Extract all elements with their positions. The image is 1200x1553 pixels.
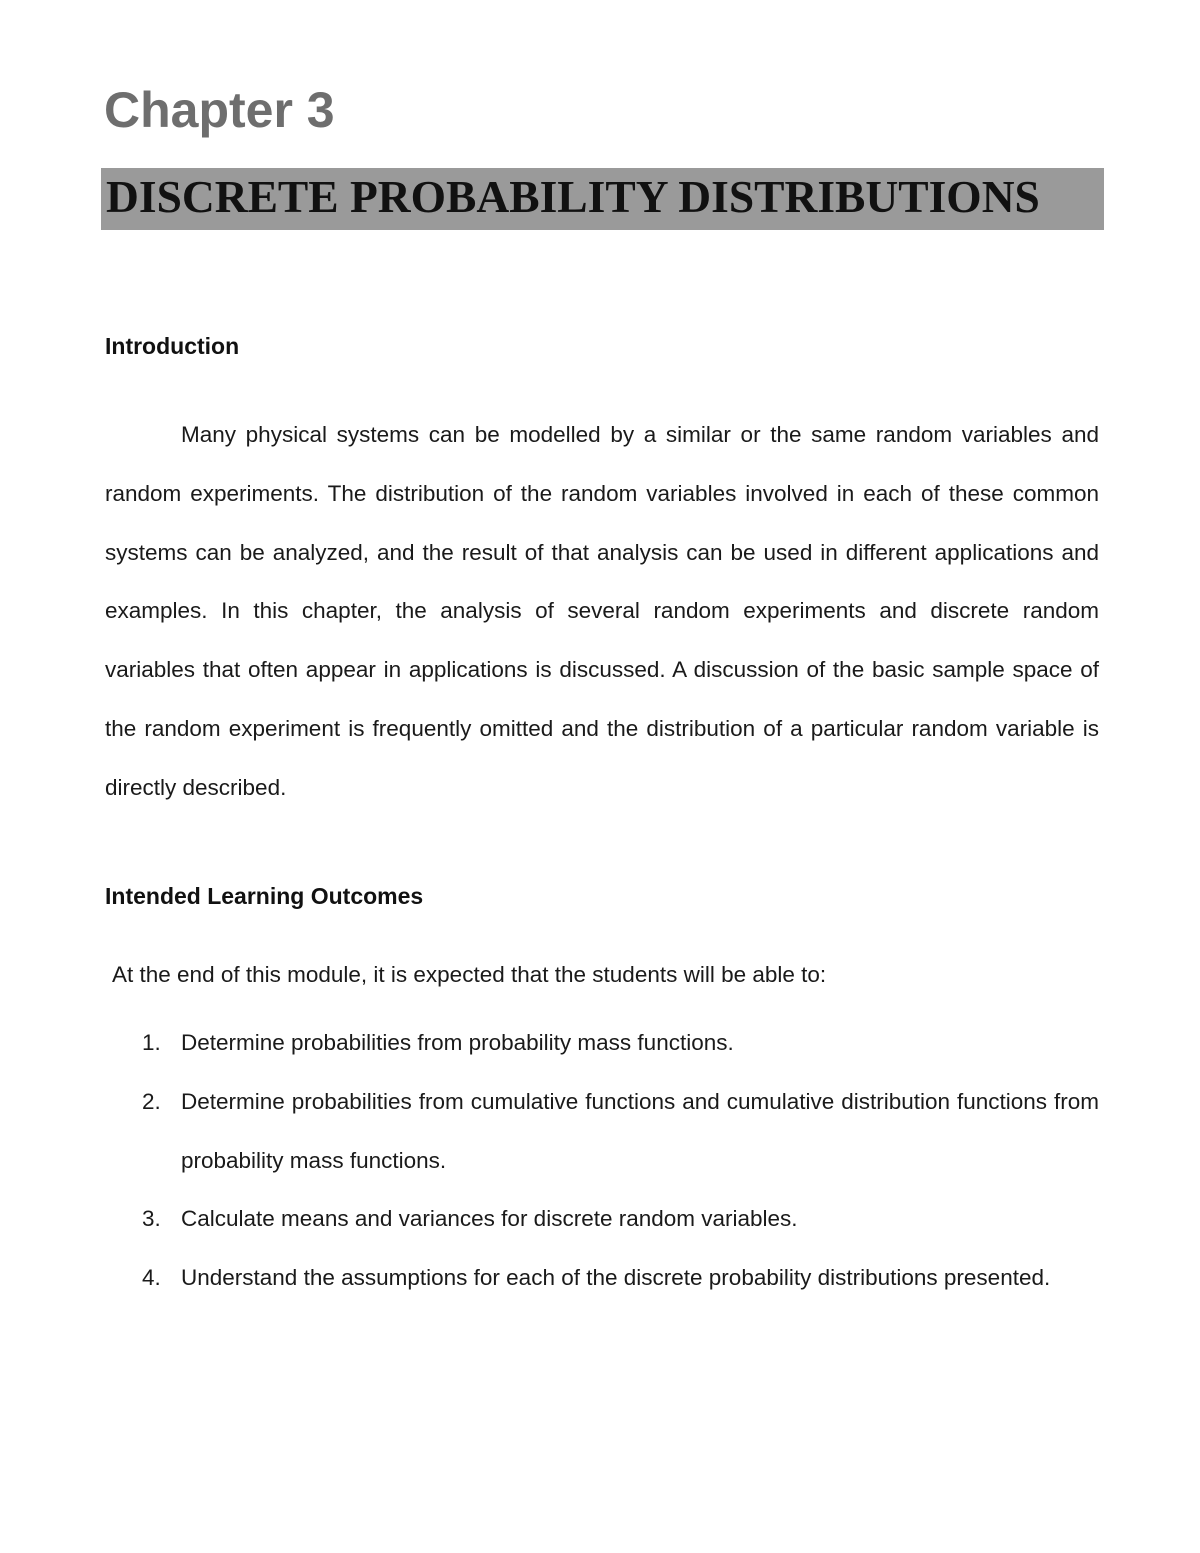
list-item-text: Determine probabilities from cumulative functions and cumulative distribution functions from probability mass functions. bbox=[181, 1088, 1099, 1173]
learning-outcomes-list bbox=[0, 1014, 1200, 1308]
list-item bbox=[0, 1073, 1200, 1191]
list-item-number: 4. bbox=[142, 1265, 161, 1291]
chapter-title: DISCRETE PROBABILITY DISTRIBUTIONS bbox=[106, 171, 1040, 222]
introduction-paragraph: Many physical systems can be modelled by a similar or the same random variables and random experiments. The distribution of the random variables involved in each of these common systems can be analyzed, and the result of that analysis can be used in different applications and examples. In this chapter, the analysis of several random experiments and discrete random variables that often appear in applications is discussed. A discussion of the basic sample space of the random experiment is frequently omitted and the distribution of a particular random variable is directly described. bbox=[105, 422, 1099, 800]
introduction-heading: Introduction bbox=[105, 333, 240, 359]
list-item-number: 1. bbox=[142, 1030, 161, 1055]
list-item-text: Calculate means and variances for discrete random variables. bbox=[181, 1206, 798, 1232]
list-item bbox=[0, 1014, 1200, 1073]
list-item-number: 3. bbox=[142, 1206, 161, 1232]
list-item bbox=[0, 1190, 1200, 1249]
list-item bbox=[0, 1249, 1200, 1308]
learning-outcomes-heading: Intended Learning Outcomes bbox=[105, 883, 424, 909]
list-item-number: 2. bbox=[142, 1088, 161, 1114]
list-item-text: Determine probabilities from probability mass functions. bbox=[181, 1030, 734, 1055]
chapter-label: Chapter 3 bbox=[104, 82, 335, 138]
learning-outcomes-lead: At the end of this module, it is expected that the students will be able to: bbox=[112, 962, 827, 987]
list-item-text: Understand the assumptions for each of the discrete probability distributions presented. bbox=[181, 1265, 1051, 1291]
